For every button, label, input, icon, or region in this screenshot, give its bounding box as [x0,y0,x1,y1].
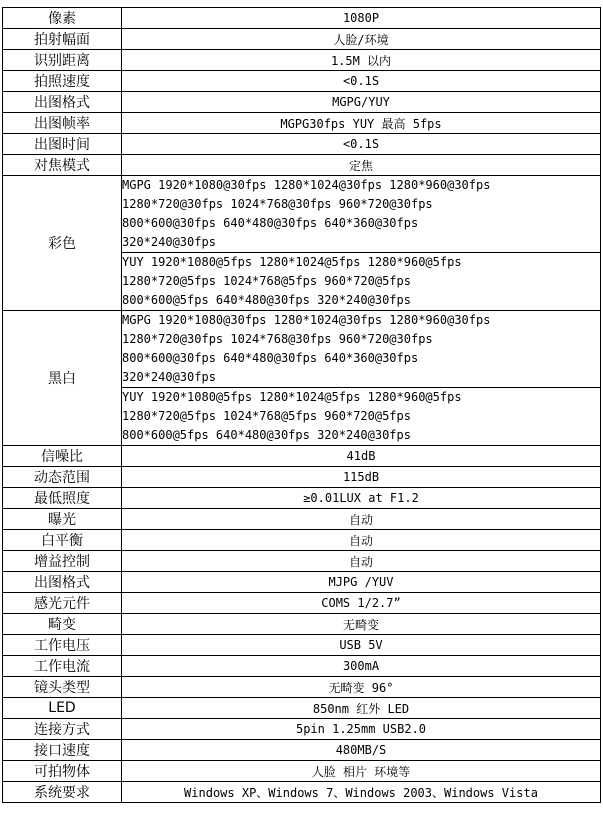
color-mgpg-cell [122,176,601,253]
spec-value: ≥0.01LUX at F1.2 [122,488,601,509]
spec-value: Windows XP、Windows 7、Windows 2003、Windows Vista [122,782,601,803]
color-yuy-cell [122,253,601,311]
resolution-line: MGPG 1920*1080@30fps 1280*1024@30fps 1280*960@30fps [122,313,491,327]
spec-row [3,635,601,656]
spec-value: MGPG/YUY [122,92,601,113]
spec-value: 定焦 [122,155,601,176]
spec-value: 480MB/S [122,740,601,761]
spec-label: 出图格式 [3,92,122,113]
spec-label: 工作电压 [3,635,122,656]
spec-value: 无畸变 96° [122,677,601,698]
spec-value: COMS 1/2.7” [122,593,601,614]
spec-row [3,134,601,155]
spec-label: 最低照度 [3,488,122,509]
spec-value: 1080P [122,8,601,29]
spec-value: 300mA [122,656,601,677]
spec-label: 工作电流 [3,656,122,677]
spec-row [3,551,601,572]
resolution-line: 800*600@30fps 640*480@30fps 640*360@30fps [122,216,419,230]
spec-row [3,488,601,509]
resolution-line: 1280*720@5fps 1024*768@5fps 960*720@5fps [122,409,411,423]
spec-row [3,614,601,635]
spec-value: 5pin 1.25mm USB2.0 [122,719,601,740]
resolution-line: MGPG 1920*1080@30fps 1280*1024@30fps 1280*960@30fps [122,178,491,192]
resolution-line: 320*240@30fps [122,370,216,384]
spec-label: 出图时间 [3,134,122,155]
spec-row [3,656,601,677]
spec-label: 增益控制 [3,551,122,572]
spec-row [3,29,601,50]
spec-row [3,698,601,719]
spec-row [3,92,601,113]
spec-value: MJPG /YUV [122,572,601,593]
spec-row [3,71,601,92]
resolution-line: YUY 1920*1080@5fps 1280*1024@5fps 1280*960@5fps [122,390,462,404]
spec-label: 拍射幅面 [3,29,122,50]
bw-yuy-cell [122,388,601,446]
spec-value: 115dB [122,467,601,488]
spec-row [3,740,601,761]
spec-label: 白平衡 [3,530,122,551]
resolution-line: YUY 1920*1080@5fps 1280*1024@5fps 1280*960@5fps [122,255,462,269]
spec-row [3,8,601,29]
spec-value: 自动 [122,551,601,572]
spec-value: 自动 [122,530,601,551]
bw-mgpg-cell [122,311,601,388]
color-section-label: 彩色 [3,176,122,311]
spec-value: <0.1S [122,134,601,155]
spec-row [3,509,601,530]
bw-mgpg-row [3,311,601,388]
spec-value: 自动 [122,509,601,530]
spec-value: 41dB [122,446,601,467]
spec-row [3,50,601,71]
spec-label: 出图格式 [3,572,122,593]
spec-table [2,7,601,803]
color-mgpg-row [3,176,601,253]
spec-value: 无畸变 [122,614,601,635]
spec-label: 镜头类型 [3,677,122,698]
spec-label: 接口速度 [3,740,122,761]
spec-label: 像素 [3,8,122,29]
spec-label: 信噪比 [3,446,122,467]
spec-value: USB 5V [122,635,601,656]
spec-row [3,446,601,467]
resolution-line: 800*600@5fps 640*480@30fps 320*240@30fps [122,293,411,307]
resolution-line: 1280*720@30fps 1024*768@30fps 960*720@30fps [122,332,433,346]
resolution-line: 320*240@30fps [122,235,216,249]
resolution-line: 800*600@30fps 640*480@30fps 640*360@30fps [122,351,419,365]
spec-label: 识别距离 [3,50,122,71]
spec-label: 可拍物体 [3,761,122,782]
resolution-line: 800*600@5fps 640*480@30fps 320*240@30fps [122,428,411,442]
spec-label: 动态范围 [3,467,122,488]
spec-label: 曝光 [3,509,122,530]
spec-row [3,113,601,134]
spec-row [3,761,601,782]
spec-label: 畸变 [3,614,122,635]
resolution-line: 1280*720@5fps 1024*768@5fps 960*720@5fps [122,274,411,288]
spec-value: 1.5M 以内 [122,50,601,71]
spec-value: 850nm 红外 LED [122,698,601,719]
spec-row [3,593,601,614]
spec-label: 拍照速度 [3,71,122,92]
spec-row [3,467,601,488]
spec-row [3,782,601,803]
spec-row [3,719,601,740]
spec-value: <0.1S [122,71,601,92]
spec-value: 人脸/环境 [122,29,601,50]
bw-section-label: 黑白 [3,311,122,446]
spec-label: 对焦模式 [3,155,122,176]
resolution-line: 1280*720@30fps 1024*768@30fps 960*720@30fps [122,197,433,211]
spec-value: 人脸 相片 环境等 [122,761,601,782]
spec-row [3,677,601,698]
spec-label: 系统要求 [3,782,122,803]
spec-row [3,155,601,176]
spec-label: 连接方式 [3,719,122,740]
spec-row [3,572,601,593]
spec-value: MGPG30fps YUY 最高 5fps [122,113,601,134]
spec-label: 出图帧率 [3,113,122,134]
spec-label: 感光元件 [3,593,122,614]
spec-label: LED [3,698,122,719]
spec-row [3,530,601,551]
